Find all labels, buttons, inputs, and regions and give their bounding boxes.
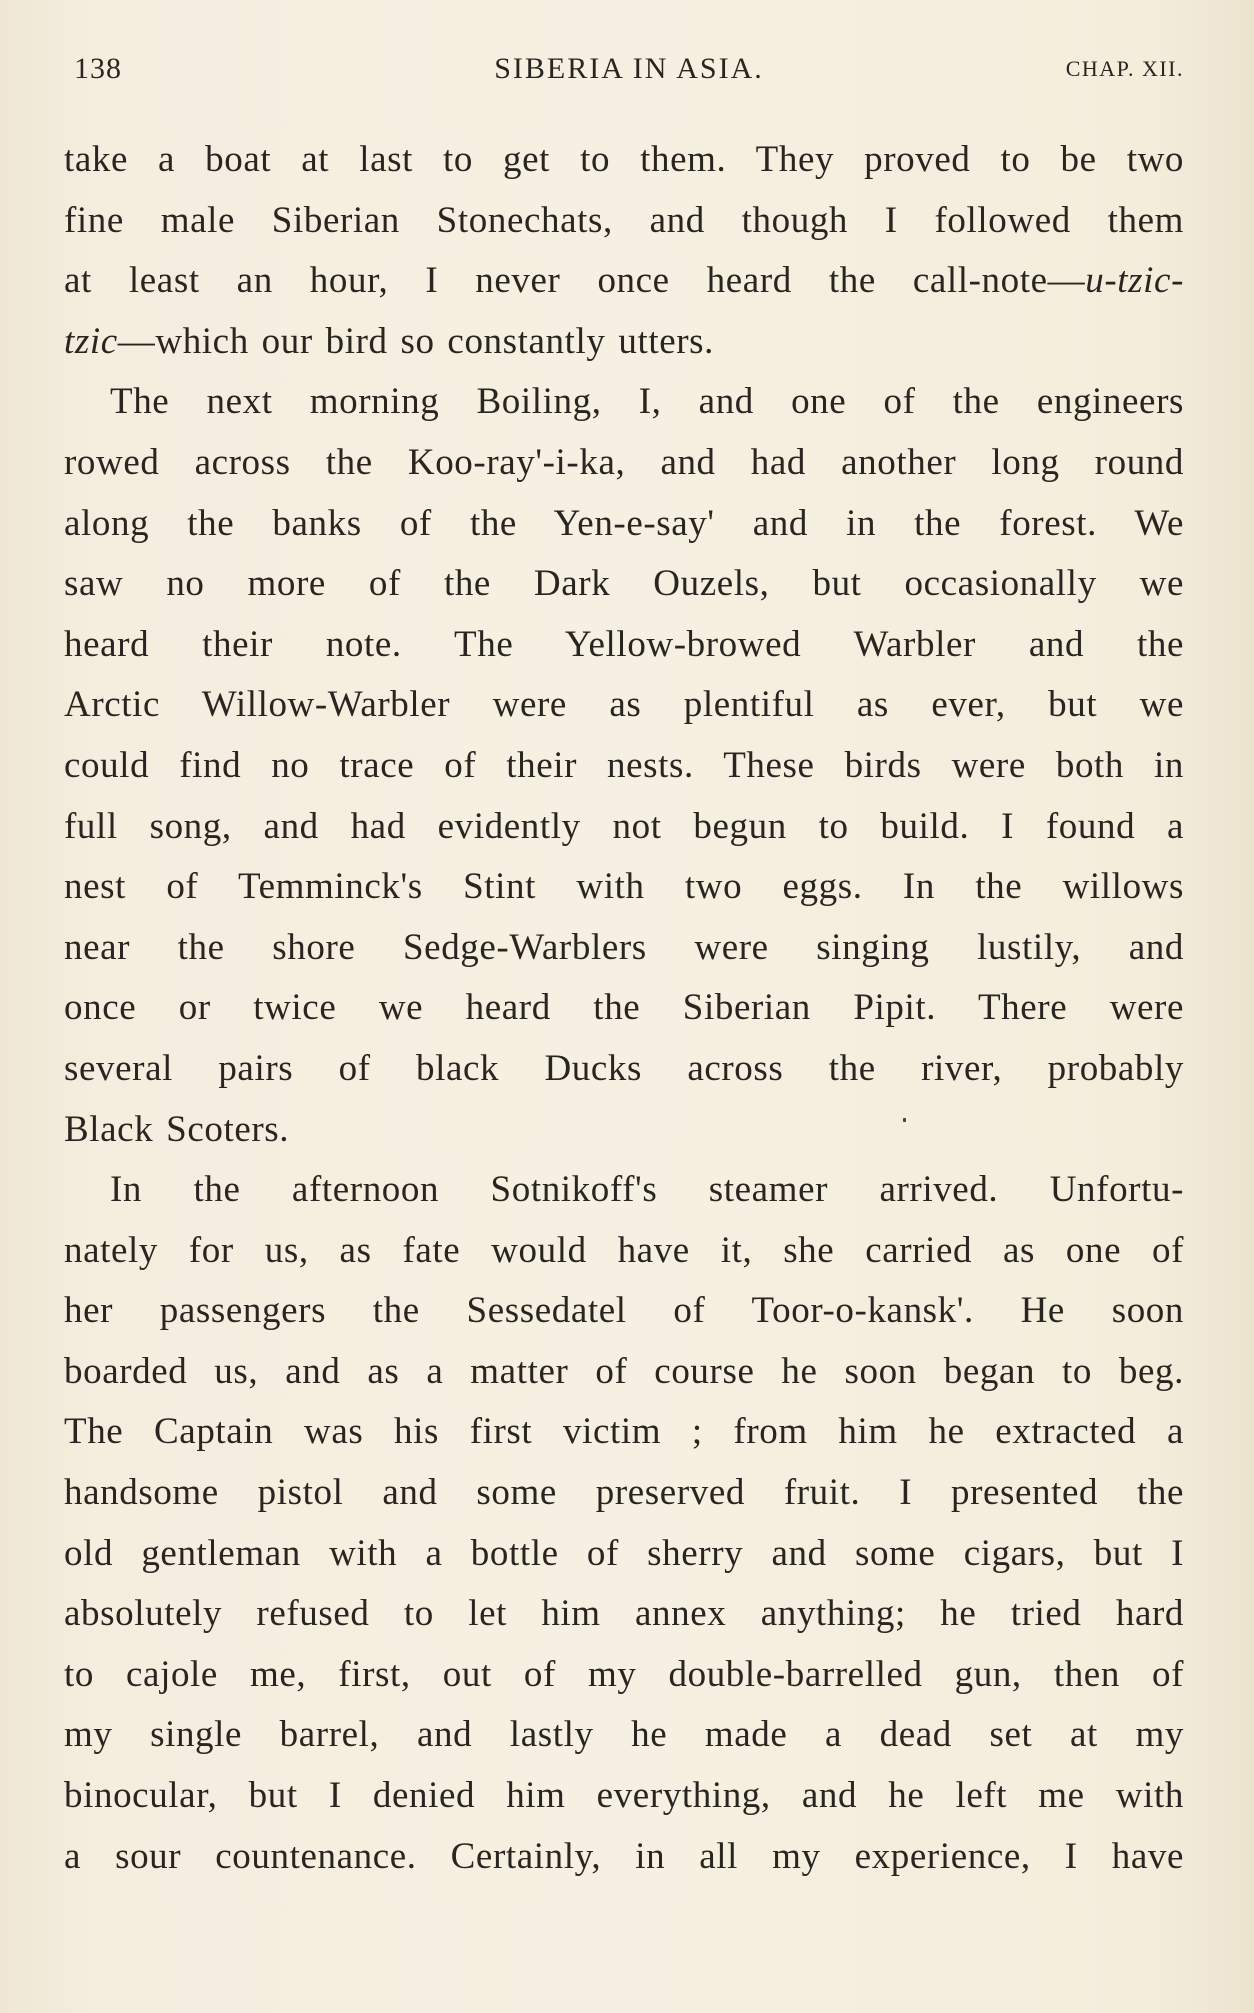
- text-line: her passengers the Sessedatel of Toor-o-kansk'. He soon: [64, 1290, 1184, 1332]
- text-line: nately for us, as fate would have it, she carried as one of: [64, 1229, 1184, 1271]
- running-head: [74, 52, 1184, 92]
- ink-speck: [903, 1118, 906, 1122]
- text-line: boarded us, and as a matter of course he soon began to beg.: [64, 1350, 1184, 1392]
- text-line: [64, 251, 1184, 312]
- text-line: my single barrel, and lastly he made a dead set at my: [64, 1714, 1184, 1756]
- text-line: full song, and had evidently not begun to build. I found a: [64, 805, 1184, 847]
- text-line: could find no trace of their nests. These birds were both in: [64, 744, 1184, 786]
- text-line: The Captain was his first victim ; from him he extracted a: [64, 1411, 1184, 1453]
- text-line: once or twice we heard the Siberian Pipit. There were: [64, 987, 1184, 1029]
- text-line: a sour countenance. Certainly, in all my experience, I have: [64, 1835, 1184, 1877]
- italic-call-note: tzic: [64, 320, 118, 362]
- text-line: [64, 312, 1184, 373]
- paragraph-first-line: In the afternoon Sotnikoff's steamer arrived. Unfortu-: [110, 1169, 1184, 1211]
- text-line: take a boat at last to get to them. They proved to be two: [64, 139, 1184, 180]
- text-line: old gentleman with a bottle of sherry and some cigars, but I: [64, 1532, 1184, 1574]
- text-line: near the shore Sedge-Warblers were singing lustily, and: [64, 926, 1184, 968]
- text-line: absolutely refused to let him annex anything; he tried hard: [64, 1593, 1184, 1635]
- text-line: handsome pistol and some preserved fruit. I presented the: [64, 1472, 1184, 1514]
- text-line: several pairs of black Ducks across the river, probably: [64, 1047, 1184, 1089]
- text-line: Black Scoters.: [64, 1108, 290, 1150]
- text-line: nest of Temminck's Stint with two eggs. In the willows: [64, 866, 1184, 908]
- text-line: saw no more of the Dark Ouzels, but occasionally we: [64, 563, 1184, 605]
- text-line: Arctic Willow-Warbler were as plentiful as ever, but we: [64, 684, 1184, 726]
- page-number: 138: [74, 52, 122, 85]
- text-line: along the banks of the Yen-e-say' and in the forest. We: [64, 502, 1184, 544]
- text-line: fine male Siberian Stonechats, and though I followed them: [64, 199, 1184, 241]
- running-title: SIBERIA IN ASIA.: [494, 52, 764, 85]
- text-line: heard their note. The Yellow-browed Warbler and the: [64, 623, 1184, 665]
- chapter-label: CHAP. XII.: [1065, 56, 1184, 81]
- body-text: [64, 130, 1184, 1887]
- text-line: rowed across the Koo-ray'-i-ka, and had another long round: [64, 441, 1184, 483]
- paragraph-first-line: The next morning Boiling, I, and one of the engineers: [110, 381, 1184, 423]
- italic-call-note: u-tzic-: [1085, 260, 1184, 302]
- text-line: binocular, but I denied him everything, and he left me with: [64, 1775, 1184, 1817]
- text-segment: at least an hour, I never once heard the call-note—: [64, 260, 1086, 302]
- text-segment: —which our bird so constantly utters.: [117, 320, 715, 362]
- text-line: to cajole me, first, out of my double-barrelled gun, then of: [64, 1653, 1184, 1695]
